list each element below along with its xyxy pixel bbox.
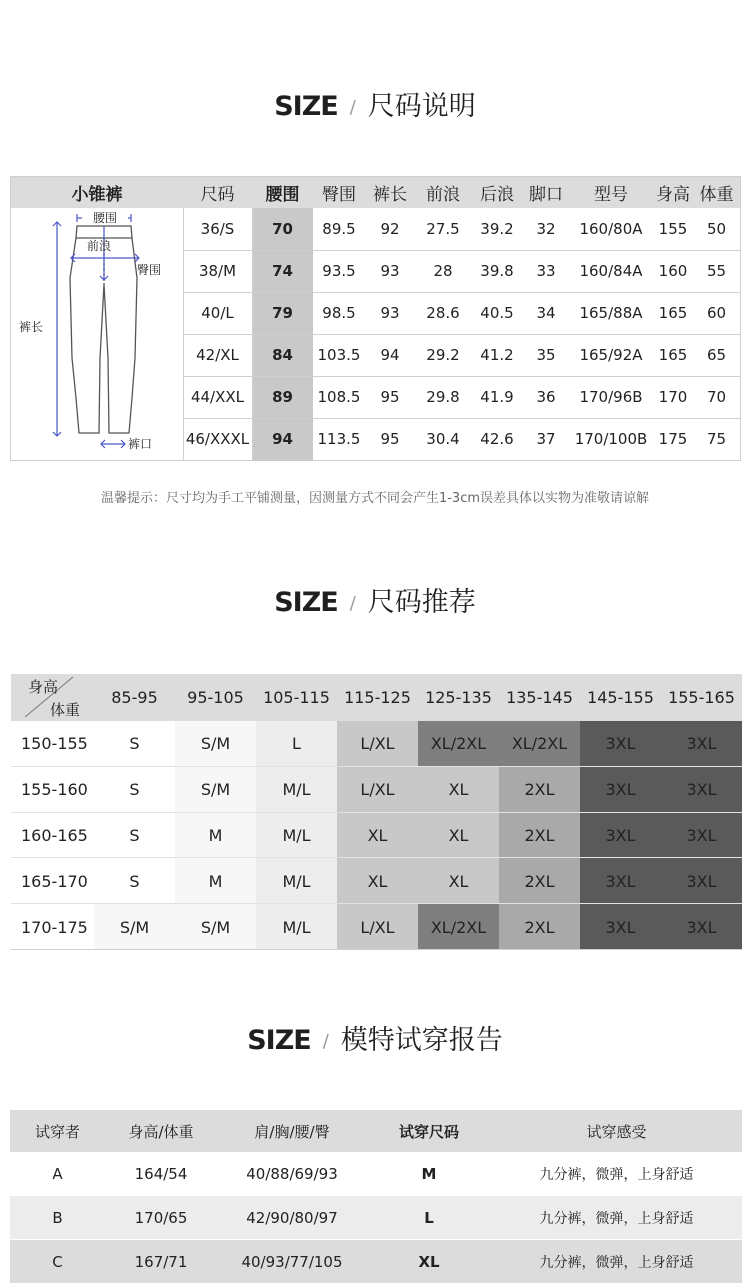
- size-chart-cell: 28: [433, 262, 453, 280]
- fitting-cell: C: [52, 1252, 63, 1271]
- recommend-row-label: 165-170: [11, 858, 94, 904]
- size-chart-cell: 36/S: [200, 220, 235, 238]
- size-chart-cell: 74: [272, 262, 293, 280]
- recommend-column-header: 85-95: [111, 688, 158, 707]
- recommend-cell: L/XL: [337, 904, 418, 950]
- size-chart-cell: 165/88A: [579, 304, 643, 322]
- recommend-column-header: 145-155: [587, 688, 654, 707]
- size-chart-cell: 44/XXL: [190, 388, 245, 406]
- size-chart-cell: 55: [706, 262, 727, 280]
- size-chart-cell: 70: [706, 388, 727, 406]
- size-chart-cell: 93: [380, 304, 400, 322]
- recommend-cell: S: [94, 813, 175, 859]
- size-chart-cell: 94: [380, 346, 400, 364]
- recommend-cell: L/XL: [337, 767, 418, 813]
- diagram-label-length: 裤长: [19, 320, 44, 334]
- recommend-row-label: 170-175: [11, 904, 94, 950]
- size-chart-header-cell: 尺码: [200, 185, 235, 205]
- recommend-cell: M/L: [256, 904, 337, 950]
- fitting-cell: 九分裤，微弹，上身舒适: [539, 1254, 694, 1271]
- size-chart-cell: 79: [272, 304, 293, 322]
- size-chart-cell: 41.2: [480, 346, 514, 364]
- recommend-cell: M/L: [256, 767, 337, 813]
- recommend-cell: 3XL: [580, 767, 661, 813]
- size-chart-cell: 113.5: [317, 430, 361, 448]
- recommend-cell: 3XL: [661, 904, 742, 950]
- size-chart-header-cell: 身高: [656, 185, 690, 205]
- recommend-cell: S: [94, 858, 175, 904]
- recommend-cell: 3XL: [580, 721, 661, 767]
- recommend-cell: XL/2XL: [418, 721, 499, 767]
- size-chart-cell: 170: [658, 388, 688, 406]
- size-chart-cell: 33: [536, 262, 556, 280]
- title-slash: /: [349, 593, 356, 614]
- section-title-fitting-report: [0, 1018, 750, 1057]
- measurement-note: 温馨提示：尺寸均为手工平铺测量，因测量方式不同会产生1-3cm误差具体以实物为准敬请谅解: [100, 491, 650, 506]
- recommend-cell: S/M: [175, 721, 256, 767]
- size-chart-cell: 160: [658, 262, 688, 280]
- size-chart-cell: 37: [536, 430, 556, 448]
- diagram-label-hip: 臀围: [137, 263, 162, 277]
- recommend-cell: 3XL: [580, 813, 661, 859]
- size-chart-cell: 39.2: [480, 220, 514, 238]
- size-chart-cell: 95: [380, 430, 400, 448]
- diagram-label-hem: 裤口: [128, 437, 153, 451]
- recommend-cell: M: [175, 858, 256, 904]
- recommend-cell: 2XL: [499, 904, 580, 950]
- recommend-row-label: 160-165: [11, 813, 94, 859]
- recommend-column-header: 155-165: [668, 688, 735, 707]
- recommend-cell: XL: [337, 813, 418, 859]
- size-chart-cell: 60: [706, 304, 727, 322]
- recommend-cell: 3XL: [580, 858, 661, 904]
- diagram-label-waist: 腰围: [92, 211, 118, 225]
- fitting-header-cell: 身高/体重: [128, 1122, 194, 1141]
- size-chart-cell: 75: [706, 430, 727, 448]
- recommend-cell: 3XL: [661, 767, 742, 813]
- size-chart-cell: 38/M: [198, 262, 237, 280]
- size-chart-header-cell: 脚口: [529, 185, 563, 205]
- size-chart-cell: 41.9: [480, 388, 514, 406]
- size-recommend-table: [11, 674, 742, 950]
- recommend-cell: XL: [418, 767, 499, 813]
- section-title-size-chart: [0, 84, 750, 123]
- title-cn: 尺码推荐: [367, 587, 476, 618]
- title-slash: /: [322, 1031, 329, 1052]
- size-chart-cell: 165: [658, 346, 688, 364]
- fitting-cell: 167/71: [134, 1252, 188, 1271]
- size-chart-header-cell: 型号: [594, 185, 628, 205]
- recommend-cell: M/L: [256, 858, 337, 904]
- size-chart-header-cell: 前浪: [426, 185, 460, 205]
- size-chart-cell: 70: [272, 220, 293, 238]
- fitting-header-cell: 试穿感受: [586, 1122, 647, 1141]
- size-chart-cell: 170/96B: [579, 388, 643, 406]
- fitting-cell: 九分裤，微弹，上身舒适: [539, 1210, 694, 1227]
- fitting-cell: M: [421, 1164, 437, 1183]
- size-chart-cell: 92: [380, 220, 400, 238]
- recommend-cell: XL/2XL: [499, 721, 580, 767]
- recommend-cell: S: [94, 767, 175, 813]
- recommend-cell: XL: [418, 858, 499, 904]
- title-en: SIZE: [247, 1025, 311, 1056]
- size-chart-cell: 170/100B: [574, 430, 648, 448]
- fitting-report-table: [10, 1110, 742, 1285]
- size-chart-cell: 35: [536, 346, 556, 364]
- size-chart-cell: 32: [536, 220, 556, 238]
- title-cn: 模特试穿报告: [340, 1025, 503, 1056]
- size-chart-cell: 94: [272, 430, 293, 448]
- title-en: SIZE: [274, 587, 338, 618]
- recommend-column-header: 135-145: [506, 688, 573, 707]
- size-chart-cell: 28.6: [426, 304, 460, 322]
- size-chart-cell: 50: [706, 220, 727, 238]
- recommend-row-label: 150-155: [11, 721, 94, 767]
- fitting-header-cell: 试穿者: [34, 1122, 80, 1141]
- recommend-cell: XL: [418, 813, 499, 859]
- recommend-cell: 2XL: [499, 813, 580, 859]
- recommend-row-label: 155-160: [11, 767, 94, 813]
- size-chart-cell: 95: [380, 388, 400, 406]
- fitting-cell: B: [52, 1208, 63, 1227]
- size-chart-cell: 29.2: [426, 346, 460, 364]
- recommend-cell: L: [256, 721, 337, 767]
- size-chart-cell: 46/XXXL: [185, 430, 250, 448]
- recommend-cell: XL/2XL: [418, 904, 499, 950]
- recommend-cell: S: [94, 721, 175, 767]
- fitting-cell: 170/65: [134, 1208, 188, 1227]
- size-chart-cell: 30.4: [426, 430, 460, 448]
- fitting-cell: 40/93/77/105: [241, 1252, 343, 1271]
- recommend-cell: 3XL: [661, 858, 742, 904]
- size-chart-cell: 84: [272, 346, 293, 364]
- size-chart-cell: 42.6: [480, 430, 514, 448]
- fitting-cell: L: [424, 1208, 434, 1227]
- recommend-column-header: 95-105: [187, 688, 244, 707]
- size-chart-cell: 175: [658, 430, 688, 448]
- size-chart-cell: 89: [272, 388, 293, 406]
- size-chart-cell: 34: [536, 304, 556, 322]
- recommend-cell: 3XL: [580, 904, 661, 950]
- size-chart-table: [10, 176, 741, 461]
- recommend-column-header: 105-115: [263, 688, 330, 707]
- fitting-header-cell: 试穿尺码: [398, 1122, 459, 1141]
- recommend-cell: S/M: [175, 904, 256, 950]
- title-cn: 尺码说明: [367, 91, 476, 122]
- size-chart-cell: 165/92A: [579, 346, 643, 364]
- title-slash: /: [349, 97, 356, 118]
- recommend-column-header: 115-125: [344, 688, 411, 707]
- size-chart-cell: 65: [706, 346, 727, 364]
- size-chart-cell: 93: [380, 262, 400, 280]
- size-chart-cell: 36: [536, 388, 556, 406]
- recommend-cell: M/L: [256, 813, 337, 859]
- size-chart-header-cell: 小锥裤: [71, 185, 123, 205]
- size-chart-header-cell: 腰围: [265, 185, 300, 205]
- size-chart-cell: 42/XL: [196, 346, 239, 364]
- fitting-header-cell: 肩/胸/腰/臀: [254, 1122, 330, 1141]
- size-chart-header-cell: 体重: [699, 185, 734, 205]
- recommend-cell: 2XL: [499, 767, 580, 813]
- recommend-column-header: 125-135: [425, 688, 492, 707]
- size-chart-cell: 27.5: [426, 220, 460, 238]
- size-chart-cell: 39.8: [480, 262, 514, 280]
- size-chart-cell: 160/80A: [579, 220, 643, 238]
- size-chart-cell: 40/L: [201, 304, 234, 322]
- diagram-label-front-rise: 前浪: [86, 239, 112, 253]
- fitting-cell: 164/54: [134, 1164, 188, 1183]
- fitting-cell: 九分裤，微弹，上身舒适: [539, 1166, 694, 1183]
- recommend-cell: 2XL: [499, 858, 580, 904]
- section-title-size-recommend: [0, 580, 750, 619]
- title-en: SIZE: [274, 91, 338, 122]
- recommend-cell: M: [175, 813, 256, 859]
- fitting-cell: 40/88/69/93: [246, 1164, 338, 1183]
- recommend-cell: 3XL: [661, 721, 742, 767]
- corner-height-label: 身高: [27, 677, 58, 696]
- size-chart-cell: 103.5: [317, 346, 361, 364]
- size-chart-cell: 160/84A: [579, 262, 643, 280]
- recommend-cell: 3XL: [661, 813, 742, 859]
- recommend-cell: S/M: [175, 767, 256, 813]
- grid-line: [11, 949, 742, 950]
- size-chart-cell: 40.5: [480, 304, 514, 322]
- recommend-cell: S/M: [94, 904, 175, 950]
- size-chart-cell: 93.5: [322, 262, 356, 280]
- size-chart-cell: 89.5: [322, 220, 356, 238]
- fitting-cell: XL: [418, 1252, 440, 1271]
- fitting-cell: 42/90/80/97: [246, 1208, 338, 1227]
- size-chart-cell: 165: [658, 304, 688, 322]
- size-chart-header-cell: 臀围: [322, 185, 356, 205]
- recommend-cell: XL: [337, 858, 418, 904]
- pants-diagram: [11, 208, 183, 461]
- size-chart-cell: 29.8: [426, 388, 460, 406]
- size-chart-cell: 98.5: [322, 304, 356, 322]
- corner-weight-label: 体重: [49, 700, 80, 719]
- size-chart-header-cell: 裤长: [373, 185, 407, 205]
- size-chart-cell: 155: [658, 220, 688, 238]
- size-chart-header-cell: 后浪: [480, 185, 514, 205]
- size-chart-cell: 108.5: [317, 388, 361, 406]
- recommend-cell: L/XL: [337, 721, 418, 767]
- fitting-cell: A: [52, 1164, 63, 1183]
